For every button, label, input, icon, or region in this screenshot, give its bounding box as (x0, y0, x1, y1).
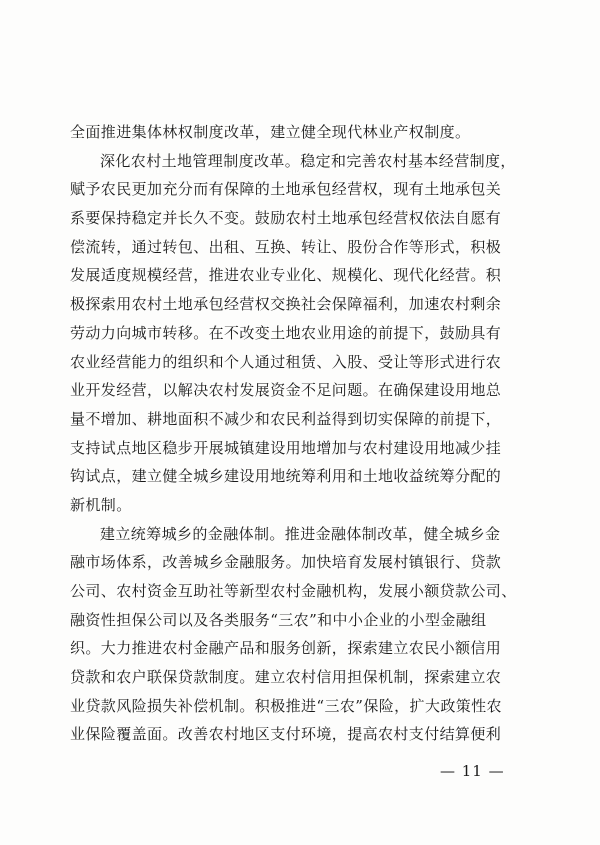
page-number: — 11 — (440, 762, 505, 780)
text-line: 织。大力推进农村金融产品和服务创新，探索建立农民小额信用 (70, 639, 502, 658)
text-line: 公司、农村资金互助社等新型农村金融机构，发展小额贷款公司、 (70, 582, 517, 600)
text-line: 偿流转，通过转包、出租、互换、转让、股份合作等形式，积极 (70, 237, 502, 256)
text-line: 新机制。 (70, 495, 132, 514)
text-line: 全面推进集体林权制度改革，建立健全现代林业产权制度。 (70, 123, 471, 141)
text-line: 赋予农民更加充分而有保障的土地承包经营权，现有土地承包关 (70, 180, 502, 199)
text-line: 建立统筹城乡的金融体制。推进金融体制改革，健全城乡金 (100, 524, 501, 543)
text-line: 极探索用农村土地承包经营权交换社会保障福利，加速农村剩余 (70, 295, 502, 314)
text-line: 贷款和农户联保贷款制度。建立农村信用担保机制，探索建立农 (70, 668, 502, 687)
text-line: 融资性担保公司以及各类服务“三农”和中小企业的小型金融组 (70, 610, 487, 629)
text-line: 支持试点地区稳步开展城镇建设用地增加与农村建设用地减少挂 (70, 438, 502, 457)
text-line: 量不增加、耕地面积不减少和农民利益得到切实保障的前提下， (70, 409, 502, 428)
text-line: 业开发经营，以解决农村发展资金不足问题。在确保建设用地总 (70, 381, 502, 400)
text-line: 钩试点，建立健全城乡建设用地统筹利用和土地收益统筹分配的 (70, 467, 502, 486)
text-line: 系要保持稳定并长久不变。鼓励农村土地承包经营权依法自愿有 (70, 209, 502, 228)
text-line: 农业经营能力的组织和个人通过租赁、入股、受让等形式进行农 (70, 352, 502, 371)
text-line: 业保险覆盖面。改善农村地区支付环境，提高农村支付结算便利 (70, 725, 502, 744)
text-line: 深化农村土地管理制度改革。稳定和完善农村基本经营制度， (100, 151, 516, 170)
text-line: 劳动力向城市转移。在不改变土地农业用途的前提下，鼓励具有 (70, 323, 502, 342)
text-line: 业贷款风险损失补偿机制。积极推进“三农”保险，扩大政策性农 (70, 696, 502, 715)
body-text (70, 118, 530, 749)
text-line: 发展适度规模经营，推进农业专业化、规模化、现代化经营。积 (70, 266, 502, 285)
text-line: 融市场体系，改善城乡金融服务。加快培育发展村镇银行、贷款 (70, 553, 502, 572)
